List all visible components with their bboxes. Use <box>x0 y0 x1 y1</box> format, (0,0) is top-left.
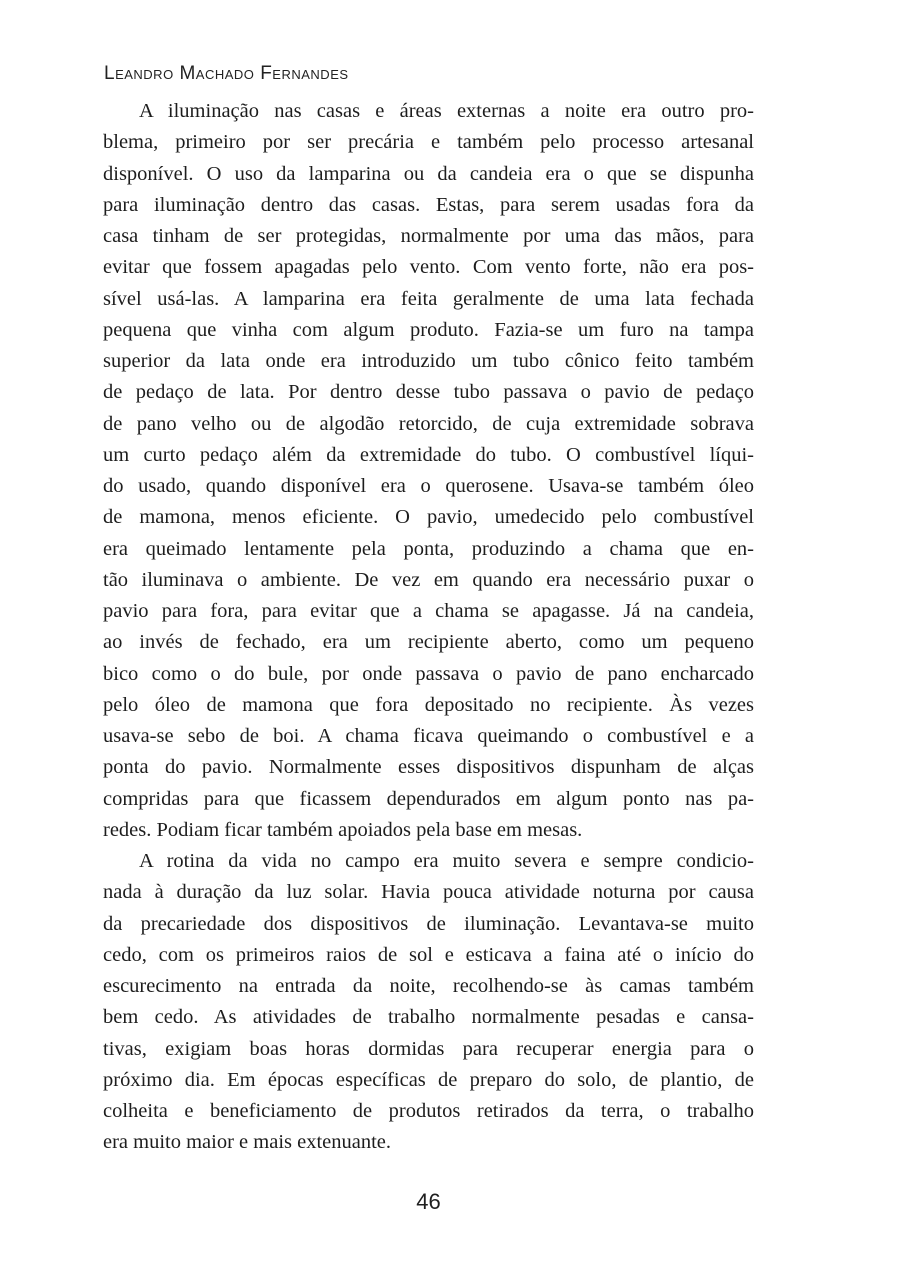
text-line: de mamona, menos eficiente. O pavio, umedecido pelo combustível <box>103 506 754 529</box>
text-line: nada à duração da luz solar. Havia pouca atividade noturna por causa <box>103 881 754 904</box>
text-line: de pano velho ou de algodão retorcido, de cuja extremidade sobrava <box>103 412 754 435</box>
text-line: pequena que vinha com algum produto. Fazia-se um furo na tampa <box>103 318 754 341</box>
text-line: um curto pedaço além da extremidade do tubo. O combustível líqui- <box>103 443 754 466</box>
text-line: de pedaço de lata. Por dentro desse tubo passava o pavio de pedaço <box>103 381 754 404</box>
text-line: tão iluminava o ambiente. De vez em quando era necessário puxar o <box>103 568 754 591</box>
text-line: pavio para fora, para evitar que a chama se apagasse. Já na candeia, <box>103 600 754 622</box>
text-line: pelo óleo de mamona que fora depositado no recipiente. Às vezes <box>103 693 754 716</box>
text-line: colheita e beneficiamento de produtos retirados da terra, o trabalho <box>103 1100 754 1122</box>
text-line: era muito maior e mais extenuante. <box>103 1131 392 1154</box>
text-line: blema, primeiro por ser precária e também pelo processo artesanal <box>103 131 754 154</box>
text-line: disponível. O uso da lamparina ou da candeia era o que se dispunha <box>103 162 754 185</box>
text-line: bico como o do bule, por onde passava o pavio de pano encharcado <box>103 662 754 685</box>
text-line: ao invés de fechado, era um recipiente aberto, como um pequeno <box>103 631 754 654</box>
text-line: tivas, exigiam boas horas dormidas para recuperar energia para o <box>103 1037 754 1060</box>
text-line: cedo, com os primeiros raios de sol e esticava a faina até o início do <box>103 943 754 966</box>
text-line: do usado, quando disponível era o querosene. Usava-se também óleo <box>103 475 754 497</box>
text-line: sível usá-las. A lamparina era feita geralmente de uma lata fechada <box>103 287 754 310</box>
text-line: redes. Podiam ficar também apoiados pela base em mesas. <box>103 818 583 841</box>
page-footer <box>103 1189 754 1215</box>
text-line: casa tinham de ser protegidas, normalmente por uma das mãos, para <box>103 225 754 247</box>
author-name: Leandro Machado Fernandes <box>104 63 349 84</box>
text-line: A rotina da vida no campo era muito severa e sempre condicio- <box>139 850 754 872</box>
page-body <box>103 96 754 1159</box>
page-number: 46 <box>416 1189 441 1214</box>
text-line: próximo dia. Em épocas específicas de preparo do solo, de plantio, de <box>103 1068 754 1091</box>
text-line: escurecimento na entrada da noite, recolhendo-se às camas também <box>103 975 754 997</box>
text-line: da precariedade dos dispositivos de iluminação. Levantava-se muito <box>103 912 754 935</box>
running-header <box>104 64 349 84</box>
text-line: compridas para que ficassem dependurados em algum ponto nas pa- <box>103 787 754 810</box>
text-line: A iluminação nas casas e áreas externas a noite era outro pro- <box>139 100 754 122</box>
text-line: superior da lata onde era introduzido um tubo cônico feito também <box>103 350 754 372</box>
text-line: bem cedo. As atividades de trabalho normalmente pesadas e cansa- <box>103 1006 754 1029</box>
text-line: usava-se sebo de boi. A chama ficava queimando o combustível e a <box>103 725 754 747</box>
text-line: era queimado lentamente pela ponta, produzindo a chama que en- <box>103 537 754 560</box>
text-line: ponta do pavio. Normalmente esses dispositivos dispunham de alças <box>103 756 754 779</box>
text-line: para iluminação dentro das casas. Estas, para serem usadas fora da <box>103 193 754 216</box>
text-line: evitar que fossem apagadas pelo vento. Com vento forte, não era pos- <box>103 256 754 279</box>
